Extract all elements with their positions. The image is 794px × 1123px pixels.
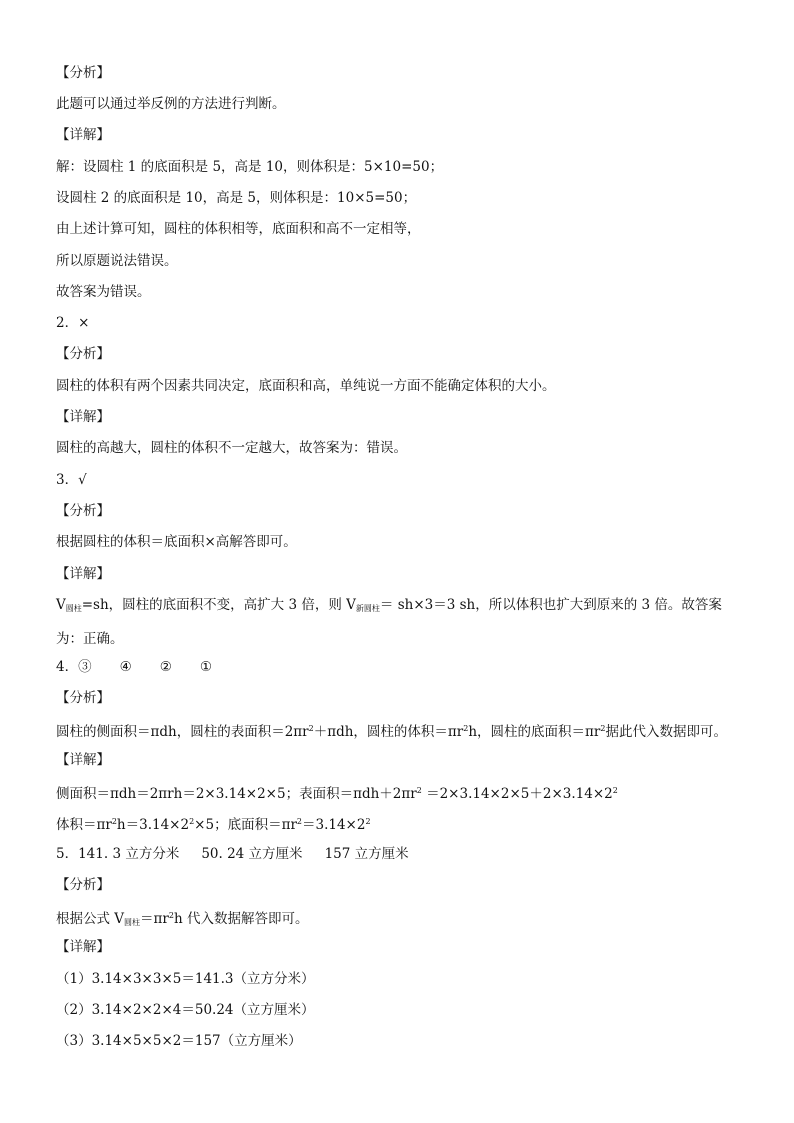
detail-heading: 【详解】 — [56, 409, 110, 425]
detail-heading: 【详解】 — [56, 127, 110, 143]
detail-heading: 【详解】 — [56, 566, 110, 582]
question-number: 2．× — [56, 315, 90, 331]
question-5-answers: 5．141. 3 立方分米 50. 24 立方厘米 157 立方厘米 — [56, 846, 409, 862]
detail-text: 设圆柱 2 的底面积是 10，高是 5，则体积是：10×5=50； — [56, 190, 417, 206]
q4-detail-line-2: 体积$=\pi r^2h=3.14\times 2^2\times 5$；底面积$=\pi r^2=3.14\times 2^2$ — [56, 817, 371, 833]
answer-text: 故答案为错误。 — [56, 284, 151, 300]
detail-heading: 【详解】 — [56, 939, 110, 955]
q3-detail-paragraph: $V_{圆柱}=sh$，圆柱的底面积不变，高扩大 3 倍，则 $V_{新圆柱}= sh\times 3=3$ sh，所以体积也扩大到原来的 3 倍。故答案为：正确。 — [56, 597, 722, 647]
detail-text: 由上述计算可知，圆柱的体积相等，底面积和高不一定相等， — [56, 221, 421, 237]
q4-analysis-text: 圆柱的侧面积＝πdh，圆柱的表面积$=2\pi r^2+\pi dh$，圆柱的体积$=\pi r^2h$，圆柱的底面积$=\pi r^2$据此代入数据即可。 — [56, 724, 727, 740]
analysis-text: 圆柱的体积有两个因素共同决定，底面积和高，单纯说一方面不能确定体积的大小。 — [56, 378, 556, 394]
analysis-text: 此题可以通过举反例的方法进行判断。 — [56, 96, 286, 112]
detail-heading: 【详解】 — [56, 752, 110, 768]
detail-text: 所以原题说法错误。 — [56, 253, 178, 269]
q5-detail-line-3: （3）3.14×5×5×2＝157（立方厘米） — [56, 1033, 302, 1049]
q5-analysis-text: 根据公式 $V_{圆柱}=\pi r^2h$ 代入数据解答即可。 — [56, 911, 309, 927]
question-number: 3．√ — [56, 472, 87, 488]
question-4-answers: 4．③ ④ ② ① — [56, 659, 212, 675]
analysis-heading: 【分析】 — [56, 877, 110, 893]
analysis-heading: 【分析】 — [56, 690, 110, 706]
detail-text: 圆柱的高越大，圆柱的体积不一定越大，故答案为：错误。 — [56, 440, 407, 456]
q5-detail-line-2: （2）3.14×2×2×4＝50.24（立方厘米） — [56, 1002, 315, 1018]
q4-detail-line-1: 侧面积＝πdh＝2πrh＝2×3.14×2×5；表面积$=\pi dh+2\pi r^2 =2\times 3.14\times 2\times 5+2\times 3.14\times 2^2$ — [56, 786, 618, 802]
detail-text: 解：设圆柱 1 的底面积是 5，高是 10，则体积是：5×10=50； — [56, 159, 444, 175]
analysis-heading: 【分析】 — [56, 503, 110, 519]
analysis-heading: 【分析】 — [56, 346, 110, 362]
q5-detail-line-1: （1）3.14×3×3×5＝141.3（立方分米） — [56, 971, 315, 987]
analysis-heading: 【分析】 — [56, 65, 110, 81]
analysis-text: 根据圆柱的体积＝底面积×高解答即可。 — [56, 534, 297, 550]
